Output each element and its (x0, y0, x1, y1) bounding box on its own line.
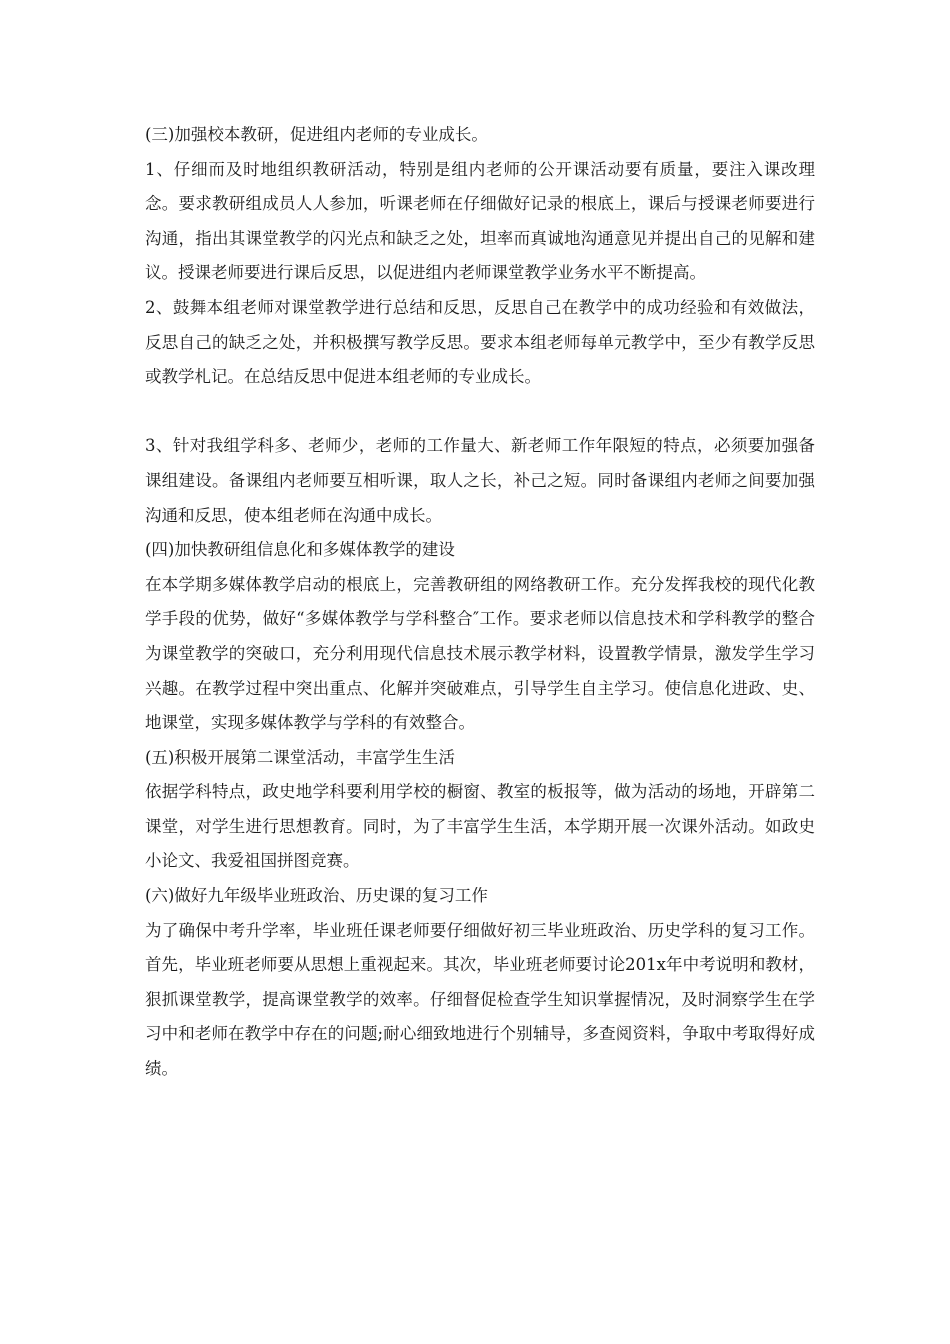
section-heading-5: (五)积极开展第二课堂活动，丰富学生生活 (145, 747, 455, 767)
paragraph-item-3: 3、针对我组学科多、老师少，老师的工作量大、新老师工作年限短的特点，必须要加强备课组建设。备课组内老师要互相听课，取人之长，补己之短。同时备课组内老师之间要加强沟通和反思，使本组老师在沟通中成长。 (145, 436, 815, 525)
paragraph-item-1: 1、仔细而及时地组织教研活动，特别是组内老师的公开课活动要有质量，要注入课改理念。要求教研组成员人人参加，听课老师在仔细做好记录的根底上，课后与授课老师要进行沟通，指出其课堂教学的闪光点和缺乏之处，坦率而真诚地沟通意见并提出自己的见解和建议。授课老师要进行课后反思，以促进组内老师课堂教学业务水平不断提高。 (145, 159, 815, 283)
section-heading-4: (四)加快教研组信息化和多媒体教学的建设 (145, 540, 455, 560)
document-body (145, 118, 815, 1087)
section-heading-6: (六)做好九年级毕业班政治、历史课的复习工作 (145, 886, 488, 906)
paragraph-multimedia: 在本学期多媒体教学启动的根底上，完善教研组的网络教研工作。充分发挥我校的现代化教学手段的优势，做好“多媒体教学与学科整合″工作。要求老师以信息技术和学科教学的整合为课堂教学的突破口，充分利用现代信息技术展示教学材料，设置教学情景，激发学生学习兴趣。在教学过程中突出重点、化解并突破难点，引导学生自主学习。使信息化进政、史、地课堂，实现多媒体教学与学科的有效整合。 (145, 574, 815, 733)
blank-line (145, 395, 815, 430)
paragraph-second-classroom: 依据学科特点，政史地学科要利用学校的橱窗、教室的板报等，做为活动的场地，开辟第二课堂，对学生进行思想教育。同时，为了丰富学生生活，本学期开展一次课外活动。如政史小论文、我爱祖国拼图竞赛。 (145, 782, 815, 871)
paragraph-item-2: 2、鼓舞本组老师对课堂教学进行总结和反思，反思自己在教学中的成功经验和有效做法，反思自己的缺乏之处，并积极撰写教学反思。要求本组老师每单元教学中，至少有教学反思或教学札记。在总结反思中促进本组老师的专业成长。 (145, 297, 815, 387)
paragraph-grade9-review: 为了确保中考升学率，毕业班任课老师要仔细做好初三毕业班政治、历史学科的复习工作。首先，毕业班老师要从思想上重视起来。其次，毕业班老师要讨论201x年中考说明和教材，狠抓课堂教学，提高课堂教学的效率。仔细督促检查学生知识掌握情况，及时洞察学生在学习中和老师在教学中存在的问题;耐心细致地进行个别辅导，多查阅资料，争取中考取得好成绩。 (145, 920, 815, 1079)
section-heading-3: (三)加强校本教研，促进组内老师的专业成长。 (145, 125, 488, 144)
